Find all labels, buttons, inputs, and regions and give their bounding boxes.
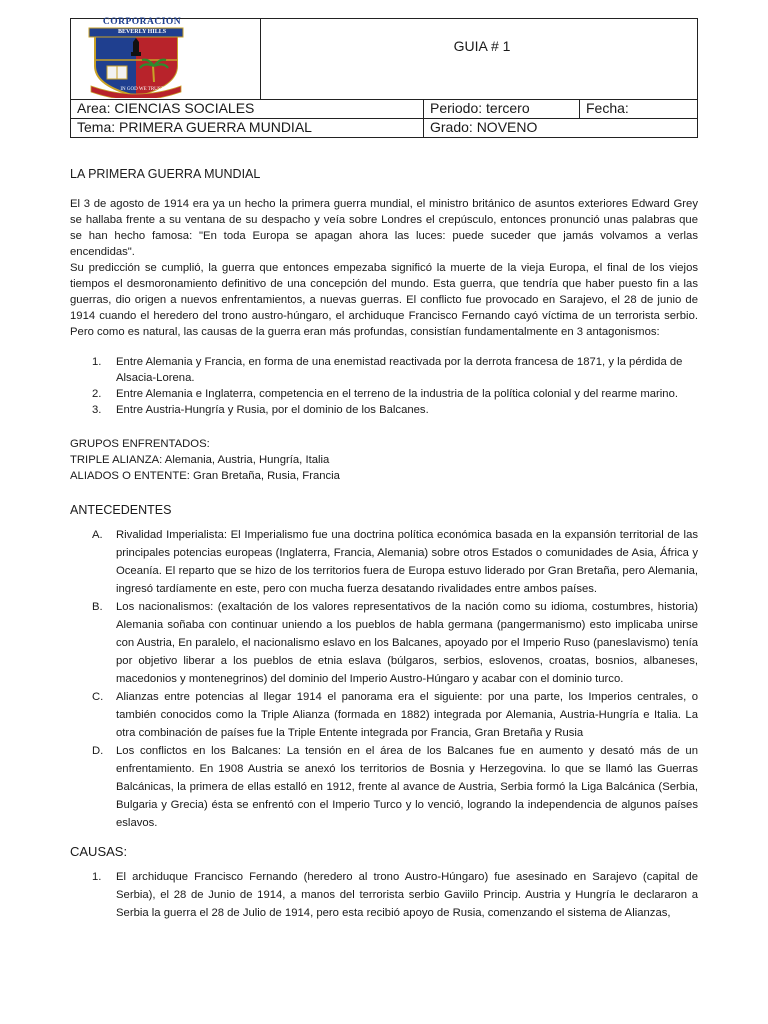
- intro-paragraph-1: El 3 de agosto de 1914 era ya un hecho la primera guerra mundial, el ministro británico de asuntos exteriores Edward Grey se hallaba frente a su ventana de su despacho y veía sobre Londres el crepúsculo, entonces pronunció unas palabras que se han hecho famosa: "En toda Europa se apagan ahora las luces: puede suceder que jamás volvamos a verlas encendidas".: [70, 198, 698, 258]
- list-item: 2. Entre Alemania e Inglaterra, competencia en el terreno de la industria de la política colonial y del rearme marino.: [92, 388, 679, 400]
- guide-number: GUIA # 1: [453, 38, 511, 54]
- logo-motto: IN GOD WE TRUST: [120, 87, 164, 92]
- aliados-line: ALIADOS O ENTENTE: Gran Bretaña, Rusia, Francia: [70, 470, 340, 482]
- logo-band-text: BEVERLY HILLS: [117, 29, 167, 35]
- list-item: 3. Entre Austria-Hungría y Rusia, por el dominio de los Balcanes.: [92, 404, 429, 416]
- logo-cell: [71, 19, 261, 99]
- list-item: 1. Entre Alemania y Francia, en forma de una enemistad reactivada por la derrota francesa de 1871, y la pérdida de Alsacia-Lorena.: [92, 356, 683, 384]
- header-table: [70, 18, 698, 138]
- tema-field: Tema: PRIMERA GUERRA MUNDIAL: [77, 119, 312, 135]
- antecedentes-title: ANTECEDENTES: [70, 503, 172, 517]
- document-body: [70, 166, 698, 922]
- list-item: A. Rivalidad Imperialista: El Imperialismo fue una doctrina política económica basada en la expansión territorial de las principales potencias europeas (Inglaterra, Francia, Alemania) sobre otros Estados o comunidades de Asia, África y Oceanía. El reparto que se hizo de los territorios fuera de Europa estuvo liderado por Gran Bretaña, pero Alemania, ingresó tardíamente en este, pero con mucha fuerza desatando rivalidades entre ambos países.: [92, 529, 698, 595]
- fecha-field: Fecha:: [586, 100, 629, 116]
- groups-section: [70, 436, 698, 484]
- list-item: D. Los conflictos en los Balcanes: La tensión en el área de los Balcanes fue en aumento y desató más de un enfrentamiento. En 1908 Austria se anexó los territorios de Bosnia y Herzegovina. lo que se llamó las Guerras Balcánicas, la primera de ellas estalló en 1912, frente al avance de Austria, Serbia formó la Liga Balcánica (Serbia, Bulgaria y Grecia) ésta se enfrentó con el Imperio Turco y lo venció, logrando la independencia de algunos países eslavos.: [92, 745, 698, 829]
- list-item: C. Alianzas entre potencias al llegar 1914 el panorama era el siguiente: por una parte, los Imperios centrales, o también conocidos como la Triple Alianza (formada en 1882) integrada por Alemania, Austria-Hungría e Italia. La otra combinación de países fue la Triple Entente integrada por Francia, Gran Bretaña y Rusia: [92, 691, 698, 739]
- document-title: LA PRIMERA GUERRA MUNDIAL: [70, 167, 261, 181]
- intro-paragraph-2: Su predicción se cumplió, la guerra que entonces empezaba significó la muerte de la vieja Europa, el final de los viejos tiempos el desmoronamiento definitivo de una concepción del mundo. Esta guerra, que tendría que haber puesto fin a las guerras, dio origen a nuevos enfrentamientos, a nuevas guerras. El conflicto fue provocado en Sarajevo, el 28 de junio de 1914 cuando el heredero del trono austro-húngaro, el archiduque Francisco Fernando cayó víctima de un terrorista serbio. Pero como es natural, las causas de la guerra eran más profundas, consistían fundamentalmente en 3 antagonismos:: [70, 262, 698, 338]
- antagonisms-list: [70, 354, 698, 418]
- list-item: B. Los nacionalismos: (exaltación de los valores representativos de la nación como su idioma, costumbres, historia) Alemania soñaba con continuar uniendo a los pueblos de habla germana (pangermanismo) esto implicaba unirse con Austria, En paralelo, el nacionalismo eslavo en los Balcanes, apoyado por el Imperio Ruso (paneslavismo) tenía por objetivo liberar a los pueblos de etnia eslava (búlgaros, serbios, eslovenos, croatas, bosnios, albaneses, macedonios y montenegrinos) del dominio del Imperio Austro-Húngaro y acabar con el dominio turco.: [92, 601, 698, 685]
- list-item: 1. El archiduque Francisco Fernando (heredero al trono Austro-Húngaro) fue asesinado en Sarajevo (capital de Serbia), el 28 de Junio de 1914, a manos del terrorista serbio Gaviilo Princip. Austria y Hungría le declararon a Serbia la guerra el 28 de Julio de 1914, pero esta recibió apoyo de Rusia, comenzando el sistema de Alianzas,: [92, 871, 698, 919]
- causas-title: CAUSAS:: [70, 844, 128, 859]
- periodo-field: Periodo: tercero: [430, 100, 530, 116]
- groups-title: GRUPOS ENFRENTADOS:: [70, 438, 210, 450]
- area-field: Area: CIENCIAS SOCIALES: [77, 100, 255, 116]
- grado-field: Grado: NOVENO: [430, 119, 538, 135]
- antecedentes-list: [70, 526, 698, 832]
- causas-list: [70, 868, 698, 922]
- logo-top-text: CORPORACION: [102, 17, 182, 27]
- triple-alianza-line: TRIPLE ALIANZA: Alemania, Austria, Hungría, Italia: [70, 454, 330, 466]
